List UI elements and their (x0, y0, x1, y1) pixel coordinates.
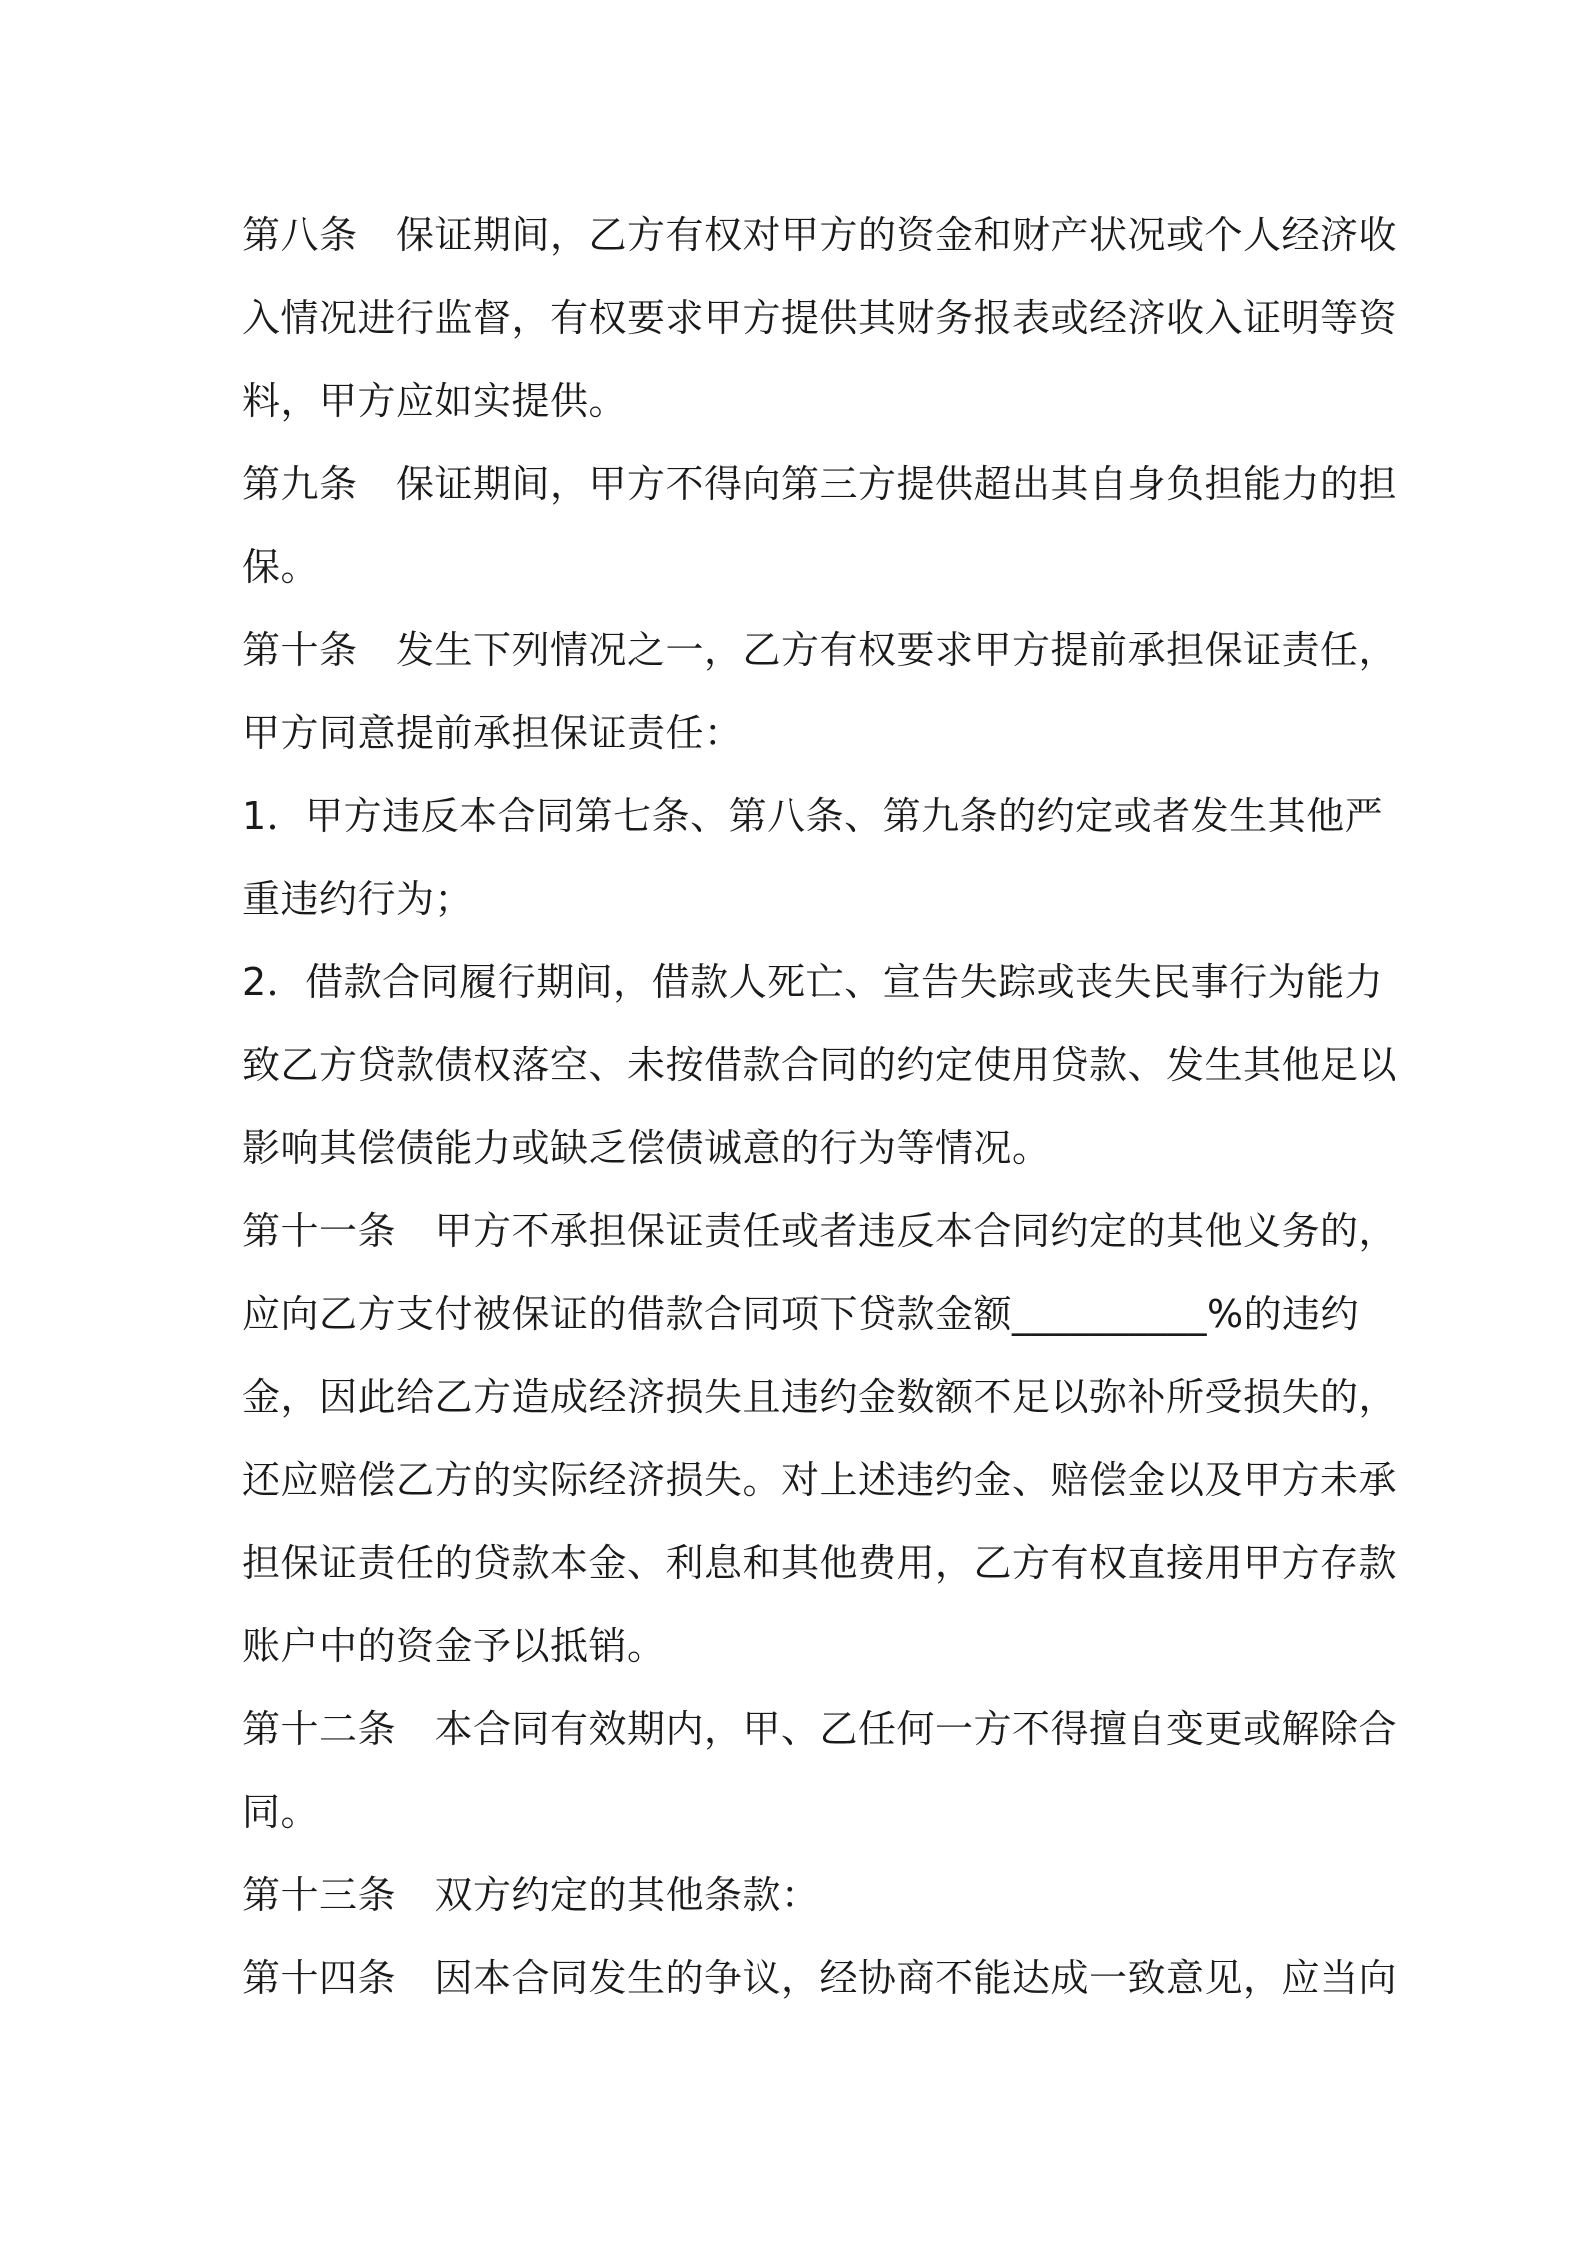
document-body (242, 194, 1398, 2020)
clause-10-item-2-line-1: 2．借款合同履行期间，借款人死亡、宣告失踪或丧失民事行为能力 (242, 960, 1384, 1004)
clause-11-line-1: 第十一条 甲方不承担保证责任或者违反本合同约定的其他义务的， (242, 1209, 1398, 1253)
clause-10-item-1-line-1: 1．甲方违反本合同第七条、第八条、第九条的约定或者发生其他严 (242, 794, 1384, 838)
clause-9-line-2: 保。 (242, 545, 320, 589)
clause-11-line-5: 担保证责任的贷款本金、利息和其他费用，乙方有权直接用甲方存款 (242, 1541, 1398, 1585)
clause-14-line-1: 第十四条 因本合同发生的争议，经协商不能达成一致意见，应当向 (242, 1956, 1398, 2000)
clause-11-line-3: 金，因此给乙方造成经济损失且违约金数额不足以弥补所受损失的， (242, 1375, 1398, 1419)
clause-8-line-2: 入情况进行监督，有权要求甲方提供其财务报表或经济收入证明等资 (242, 296, 1398, 340)
clause-10-item-2-line-2: 致乙方贷款债权落空、未按借款合同的约定使用贷款、发生其他足以 (242, 1043, 1398, 1087)
clause-12-line-2: 同。 (242, 1790, 320, 1834)
clause-9-line-1: 第九条 保证期间，甲方不得向第三方提供超出其自身负担能力的担 (242, 462, 1398, 506)
clause-10-item-2-line-3: 影响其偿债能力或缺乏偿债诚意的行为等情况。 (242, 1126, 1051, 1170)
clause-10-line-1: 第十条 发生下列情况之一，乙方有权要求甲方提前承担保证责任， (242, 628, 1398, 672)
clause-12-line-1: 第十二条 本合同有效期内，甲、乙任何一方不得擅自变更或解除合 (242, 1707, 1398, 1751)
clause-8-line-3: 料，甲方应如实提供。 (242, 379, 628, 423)
clause-11-line-6: 账户中的资金予以抵销。 (242, 1624, 666, 1668)
clause-10-line-2: 甲方同意提前承担保证责任： (242, 711, 743, 755)
clause-8-line-1: 第八条 保证期间，乙方有权对甲方的资金和财产状况或个人经济收 (242, 213, 1398, 257)
clause-11-line-4: 还应赔偿乙方的实际经济损失。对上述违约金、赔偿金以及甲方未承 (242, 1458, 1398, 1502)
clause-11-line-2: 应向乙方支付被保证的借款合同项下贷款金额__________%的违约 (242, 1292, 1360, 1336)
clause-10-item-1-line-2: 重违约行为； (242, 877, 474, 921)
clause-13-line-1: 第十三条 双方约定的其他条款： (242, 1873, 820, 1917)
